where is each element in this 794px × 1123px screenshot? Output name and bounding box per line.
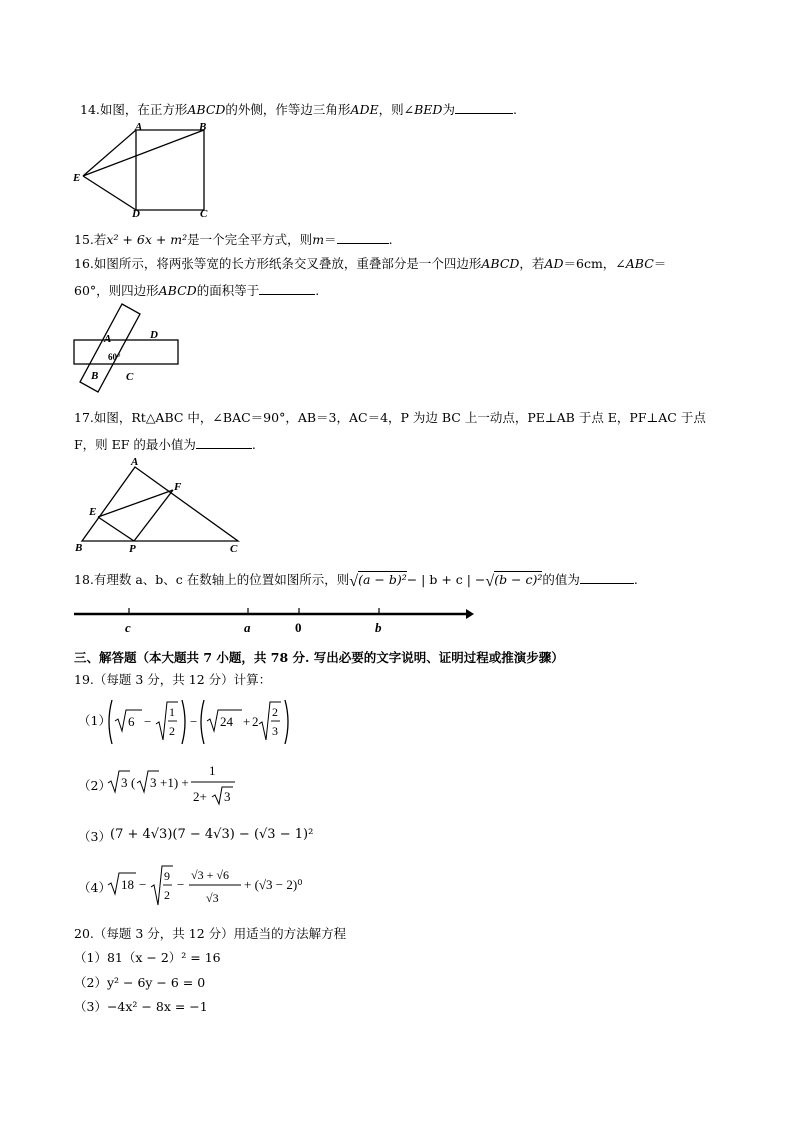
svg-text:1: 1 [209,763,216,778]
q18-label-c: c [125,620,131,635]
svg-text:+1) +: +1) + [160,775,189,790]
q15-text: 15.若x² + 6x + m²是一个完全平方式，则m＝ . [74,232,393,247]
svg-text:24: 24 [220,714,233,729]
q14-label-e: E [73,172,81,184]
q16-answer-blank[interactable] [259,282,315,295]
q16-line1: 16.如图所示，将两张等宽的长方形纸条交叉叠放，重叠部分是一个四边形ABCD，若AD＝6cm，∠ABC＝ [74,256,667,271]
q15-answer-blank[interactable] [337,231,389,244]
q14-square [136,130,204,210]
svg-text:√3 + √6: √3 + √6 [191,868,229,882]
q18-label-a: a [244,620,251,635]
svg-text:2+: 2+ [193,789,207,804]
q16-figure [70,300,185,396]
svg-text:3: 3 [224,789,231,804]
q14-text: 14.如图，在正方形ABCD的外侧，作等边三角形ADE，则∠BED为 . [80,102,517,117]
q18-answer-blank[interactable] [580,571,634,584]
q19-expression-2 [104,762,254,808]
svg-text:2: 2 [252,714,259,729]
svg-text:√3: √3 [206,891,219,905]
q18-label-0: 0 [295,620,302,635]
q19-label-2: （2） [78,778,111,793]
svg-text:2: 2 [272,705,278,719]
q19-expression-4 [104,862,324,914]
q16-label-d: D [150,329,158,341]
svg-text:2: 2 [164,888,170,902]
svg-text:−: − [190,714,198,729]
q17-label-c: C [230,543,238,555]
q17-label-b: B [75,542,83,554]
q17-line-ep [98,517,134,541]
svg-text:9: 9 [164,869,170,883]
q14-figure [68,120,218,224]
q14-line-ea [83,130,136,176]
q17-line1: 17.如图，Rt△ABC 中，∠BAC＝90°，AB＝3，AC＝4，P 为边 BC 上一动点，PE⊥AB 于点 E，PF⊥AC 于点 [74,410,706,425]
svg-text:−: − [177,877,185,892]
svg-text:3: 3 [121,775,128,790]
q16-label-c: C [126,371,134,383]
q20-item-3: （3）−4x² − 8x = −1 [74,999,208,1014]
q14-label-c: C [200,208,208,220]
q17-triangle-abc [82,467,238,541]
svg-text:−: − [139,877,147,892]
svg-text:(: ( [131,775,136,790]
svg-text:6: 6 [128,714,135,729]
q14-answer-blank[interactable] [455,101,513,114]
section-3-heading: 三、解答题（本大题共 7 小题，共 78 分. 写出必要的文字说明、证明过程或推演步骤） [74,650,564,665]
q16-label-b: B [91,370,99,382]
q19-expression-3: (7 + 4√3)(7 − 4√3) − (√3 − 1)² [110,827,314,842]
svg-text:+ (√3 − 2)⁰: + (√3 − 2)⁰ [244,877,303,892]
q18-axis-arrow [466,609,474,619]
q14-label-b: B [199,121,207,133]
q18-number-line [70,602,480,636]
q20-item-1: （1）81（x − 2）² = 16 [74,950,221,965]
q18-text: 18.有理数 a、b、c 在数轴上的位置如图所示，则√(a − b)²− | b + c | −√(b − c)²的值为 . [74,572,638,590]
q14-label-a: A [135,121,143,133]
svg-text:2: 2 [169,724,175,738]
q17-label-p: P [129,543,136,555]
q17-label-f: F [174,481,182,493]
q19-label-1: （1） [78,713,111,728]
q17-line2: F，则 EF 的最小值为 . [74,437,256,452]
q20-title: 20.（每题 3 分，共 12 分）用适当的方法解方程 [74,926,347,941]
q14-label-d: D [132,208,140,220]
q17-label-e: E [89,506,97,518]
q16-label-a: A [104,333,112,345]
q16-line2: 60°，则四边形ABCD的面积等于 . [74,283,320,298]
q17-figure [70,455,250,555]
q19-label-3: （3） [78,829,111,844]
q19-title: 19.（每题 3 分，共 12 分）计算： [74,672,272,687]
svg-text:+: + [243,714,251,729]
svg-text:18: 18 [121,877,134,892]
q20-item-2: （2）y² − 6y − 6 = 0 [74,975,206,990]
q16-horizontal-strip [74,340,178,364]
q19-label-4: （4） [78,880,111,895]
q16-angle-label: 60° [108,352,121,362]
q14-line-ed [83,176,136,210]
svg-text:3: 3 [272,724,278,738]
svg-text:1: 1 [169,705,175,719]
q14-line-eb [83,130,204,176]
q17-label-a: A [131,456,139,468]
q19-expression-1 [104,696,294,748]
q17-answer-blank[interactable] [196,436,252,449]
svg-text:−: − [144,714,152,729]
svg-text:3: 3 [150,775,157,790]
q18-label-b: b [375,620,382,635]
